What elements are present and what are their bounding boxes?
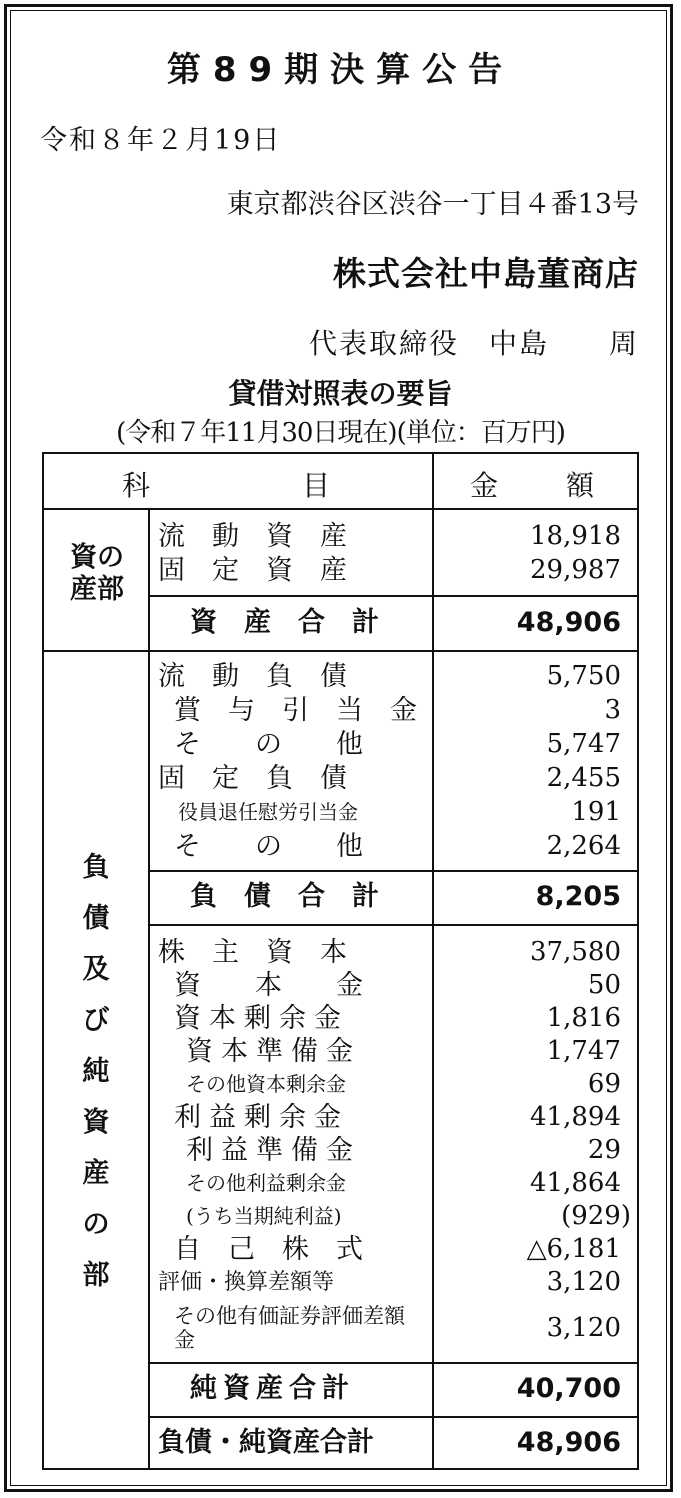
- row-label: そ の 他: [174, 729, 363, 760]
- row-label: 資 本 金: [174, 970, 363, 1001]
- liab-section-label: [74, 842, 118, 1301]
- equity-total-row: [150, 1372, 639, 1405]
- row-value: 29,987: [530, 555, 621, 585]
- table-row: [150, 762, 639, 795]
- row-label: 固 定 資 産: [158, 555, 347, 586]
- table-row: [150, 1134, 639, 1167]
- table-row: [150, 1101, 639, 1134]
- row-value: 3,120: [546, 1313, 621, 1343]
- row-value: 1,816: [546, 1003, 621, 1033]
- row-label: その他資本剰余金: [186, 1072, 346, 1096]
- assets-total-row: [150, 606, 639, 639]
- grand-total-rule: [148, 1416, 637, 1418]
- total-value: 48,906: [516, 607, 621, 638]
- row-value: 3,120: [546, 1267, 621, 1297]
- table-row: [150, 694, 639, 727]
- header-rule: [44, 508, 637, 510]
- row-label: 利益剰余金: [174, 1102, 349, 1133]
- liab-end-rule: [148, 924, 637, 926]
- row-value: 50: [587, 970, 621, 1000]
- table-row: [150, 830, 639, 863]
- table-row: [150, 520, 639, 553]
- row-label: 役員退任慰労引当金: [178, 800, 358, 824]
- total-value: 48,906: [516, 1427, 621, 1458]
- row-value: 18,918: [530, 521, 621, 551]
- row-label: その他利益剰余金: [186, 1171, 346, 1195]
- total-value: 8,205: [535, 881, 621, 912]
- table-row: [150, 660, 639, 693]
- company-name: 株式会社中島董商店: [333, 254, 639, 293]
- row-label: 利益準備金: [186, 1135, 361, 1166]
- assets-end-rule: [44, 650, 637, 652]
- liab-total-rule: [148, 870, 637, 872]
- row-label: 資本剰余金: [174, 1003, 349, 1034]
- total-label: 純資産合計: [190, 1373, 355, 1404]
- total-value: 40,700: [516, 1373, 621, 1404]
- table-row: [150, 1068, 639, 1101]
- balance-sheet-table: [42, 452, 639, 1470]
- row-value: 69: [587, 1069, 621, 1099]
- table-row: [150, 1200, 639, 1233]
- row-label: 資本準備金: [186, 1036, 361, 1067]
- total-label: 資 産 合 計: [190, 607, 379, 638]
- balance-sheet-subtitle: (令和７年11月30日現在)(単位：百万円): [116, 418, 565, 448]
- table-row: [150, 936, 639, 969]
- table-row: [150, 1035, 639, 1068]
- row-label: 株 主 資 本: [158, 937, 347, 968]
- table-row: [150, 1233, 639, 1266]
- row-label: 固 定 負 債: [158, 763, 347, 794]
- notice-title: 第89期決算公告: [166, 50, 515, 90]
- row-value: 29: [587, 1135, 621, 1165]
- representative: 代表取締役 中島 周: [308, 327, 639, 360]
- row-label: 自 己 株 式: [174, 1234, 363, 1265]
- row-value: △6,181: [526, 1234, 621, 1264]
- row-value: 37,580: [530, 937, 621, 967]
- table-row: [150, 1002, 639, 1035]
- row-label: その他有価証券評価差額金: [174, 1304, 405, 1352]
- row-value: 5,750: [546, 661, 621, 691]
- row-value: 5,747: [546, 729, 621, 759]
- notice-date: 令和８年２月19日: [40, 125, 282, 156]
- table-row: [150, 1266, 639, 1299]
- row-label: 流 動 資 産: [158, 521, 347, 552]
- total-label: 負債・純資産合計: [158, 1427, 374, 1458]
- column-header-amount: 金 額: [470, 469, 599, 502]
- row-label: 評価・換算差額等: [158, 1270, 335, 1295]
- row-value: 2,455: [546, 763, 621, 793]
- equity-total-rule: [148, 1362, 637, 1364]
- grand-total-row: [150, 1426, 639, 1459]
- row-value: 41,894: [530, 1102, 621, 1132]
- liab-total-row: [150, 880, 639, 913]
- row-label: 賞 与 引 当 金: [174, 695, 417, 726]
- liab-section-text: 負債及び純資産の部: [82, 852, 110, 1291]
- company-address: 東京都渋谷区渋谷一丁目４番13号: [226, 189, 639, 220]
- row-label: そ の 他: [174, 831, 363, 862]
- column-header-item: 科 目: [122, 469, 333, 502]
- assets-section-text: 資の産部: [70, 542, 124, 606]
- assets-total-rule: [148, 595, 637, 597]
- row-value: 191: [571, 797, 621, 827]
- table-row: [150, 728, 639, 761]
- row-label: (うち当期純利益): [186, 1204, 342, 1228]
- table-row: [150, 554, 639, 587]
- row-value: 3: [604, 695, 621, 725]
- row-value: 41,864: [530, 1168, 621, 1198]
- table-row: [150, 796, 639, 829]
- assets-section-label: [52, 542, 142, 607]
- table-row: [150, 969, 639, 1002]
- table-row: [150, 1300, 639, 1356]
- row-value: 1,747: [546, 1036, 621, 1066]
- row-label: 流 動 負 債: [158, 661, 347, 692]
- balance-sheet-title: 貸借対照表の要旨: [228, 377, 453, 410]
- table-row: [150, 1167, 639, 1200]
- total-label: 負 債 合 計: [190, 881, 379, 912]
- row-value: (929): [561, 1201, 631, 1231]
- row-value: 2,264: [546, 831, 621, 861]
